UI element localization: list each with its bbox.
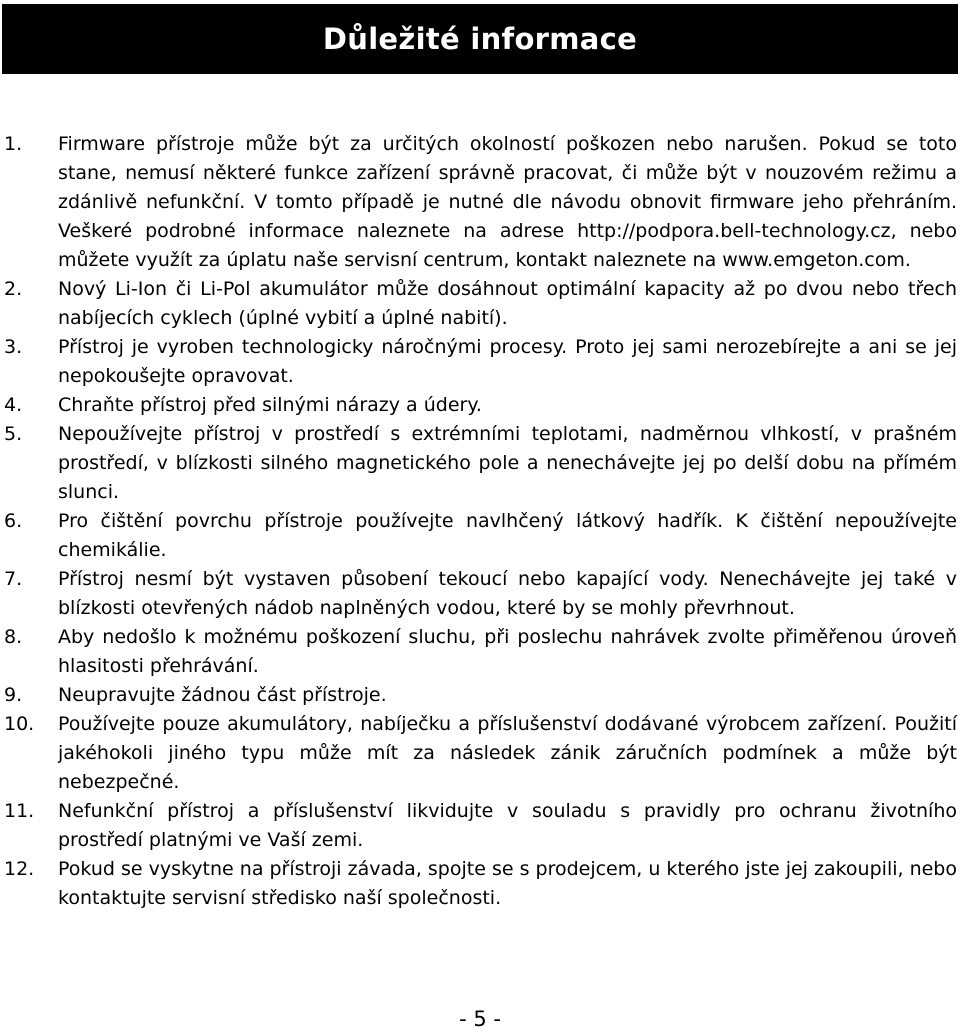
- list-item: [4, 130, 957, 275]
- item-text: Používejte pouze akumulátory, nabíječku a příslušenství dodávané výrobcem zařízení. Použití jakéhokoli jiného typu může mít za následek zánik záručních podmínek a může být nebezpečné.: [58, 713, 957, 793]
- item-text: Aby nedošlo k možnému poškození sluchu, při poslechu nahrávek zvolte přiměřenou úroveň hlasitosti přehrávání.: [58, 626, 957, 677]
- item-number: 9.: [4, 684, 23, 706]
- list-item: [4, 623, 957, 681]
- list-item: [4, 275, 957, 333]
- item-number: 3.: [4, 336, 23, 358]
- item-number: 7.: [4, 568, 23, 590]
- list-item: [4, 333, 957, 391]
- item-number: 4.: [4, 394, 23, 416]
- list-item: [4, 507, 957, 565]
- item-number: 6.: [4, 510, 23, 532]
- item-number: 5.: [4, 423, 23, 445]
- item-text: Firmware přístroje může být za určitých okolností poškozen nebo narušen. Pokud se toto stane, nemusí některé funkce zařízení správně pracovat, či může být v nouzovém režimu a zdánlivě nefunkční. V tomto případě je nutné dle návodu obnovit firmware jeho přehráním. Veškeré podrobné informace naleznete na adrese http://podpora.bell-technology.cz, nebo můžete využít za úplatu naše servisní centrum, kontakt naleznete na www.emgeton.com.: [58, 133, 957, 271]
- item-number: 1.: [4, 133, 23, 155]
- info-list: [4, 130, 957, 913]
- list-item: [4, 420, 957, 507]
- page-title: Důležité informace: [322, 22, 638, 56]
- item-text: Přístroj nesmí být vystaven působení tekoucí nebo kapající vody. Nenechávejte jej také v blízkosti otevřených nádob naplněných vodou, které by se mohly převrhnout.: [58, 568, 957, 619]
- item-number: 2.: [4, 278, 23, 300]
- item-text: Přístroj je vyroben technologicky náročnými procesy. Proto jej sami nerozebírejte a ani se jej nepokoušejte opravovat.: [58, 336, 957, 387]
- list-item: [4, 710, 957, 797]
- item-text: Nový Li-Ion či Li-Pol akumulátor může dosáhnout optimální kapacity až po dvou nebo třech nabíjecích cyklech (úplné vybití a úplné nabití).: [58, 278, 957, 329]
- item-text: Nepoužívejte přístroj v prostředí s extrémními teplotami, nadměrnou vlhkostí, v prašném prostředí, v blízkosti silného magnetického pole a nenechávejte jej po delší dobu na přímém slunci.: [58, 423, 957, 503]
- list-item: [4, 565, 957, 623]
- item-number: 12.: [4, 858, 35, 880]
- item-number: 10.: [4, 713, 35, 735]
- list-item: [4, 391, 957, 420]
- item-number: 8.: [4, 626, 23, 648]
- list-item: [4, 681, 957, 710]
- item-text: Pro čištění povrchu přístroje používejte navlhčený látkový hadřík. K čištění nepoužívejte chemikálie.: [58, 510, 957, 561]
- list-item: [4, 797, 957, 855]
- page-number: - 5 -: [459, 1007, 501, 1031]
- item-text: Neupravujte žádnou část přístroje.: [58, 684, 387, 706]
- list-item: [4, 855, 957, 913]
- header-bar: [2, 4, 958, 74]
- item-number: 11.: [4, 800, 35, 822]
- item-text: Nefunkční přístroj a příslušenství likvidujte v souladu s pravidly pro ochranu životního prostředí platnými ve Vaší zemi.: [58, 800, 957, 851]
- item-text: Pokud se vyskytne na přístroji závada, spojte se s prodejcem, u kterého jste jej zakoupili, nebo kontaktujte servisní středisko naší společnosti.: [58, 858, 957, 909]
- item-text: Chraňte přístroj před silnými nárazy a údery.: [58, 394, 482, 416]
